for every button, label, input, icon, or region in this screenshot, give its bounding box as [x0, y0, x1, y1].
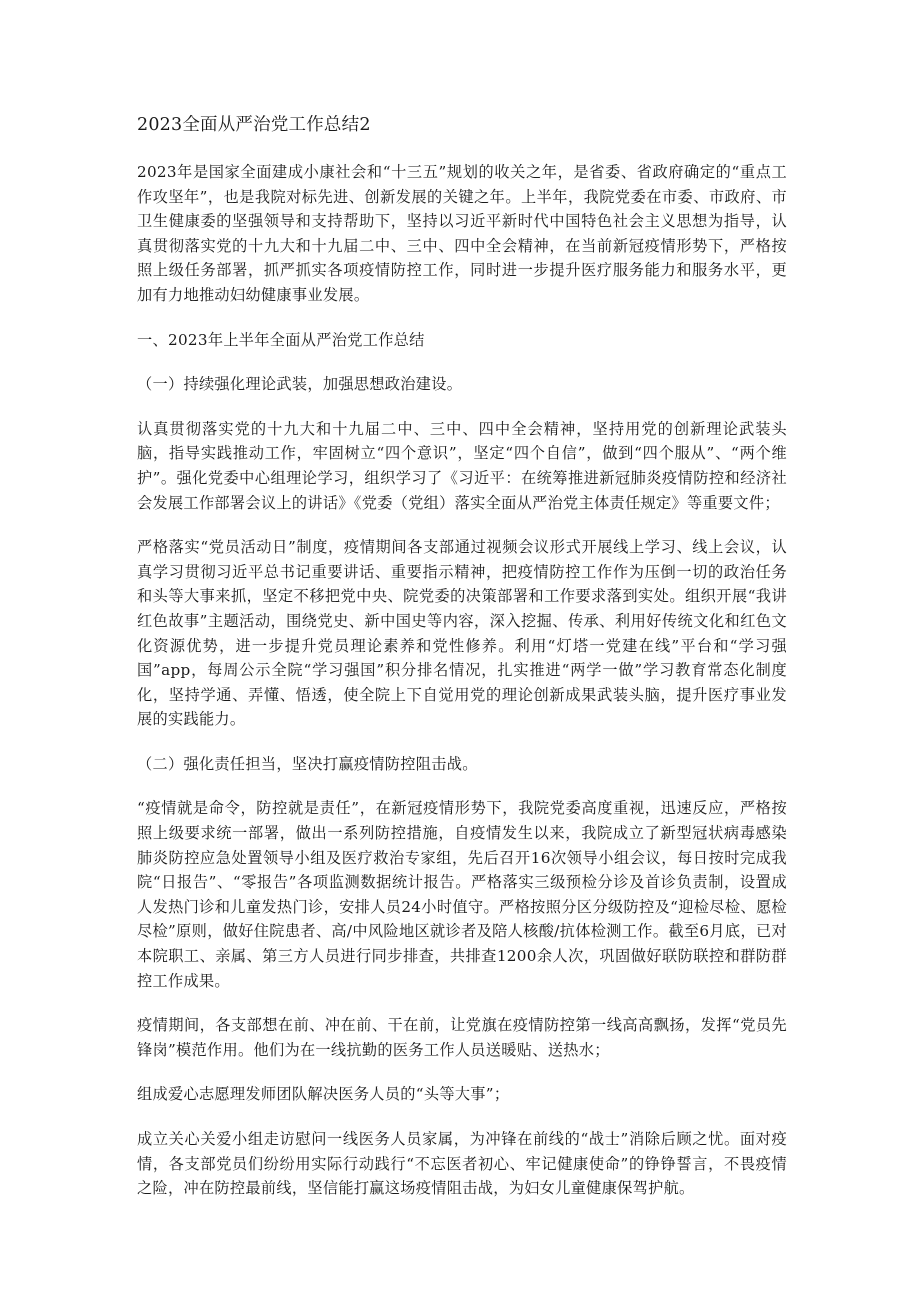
document-title: 2023全面从严治党工作总结2 — [137, 115, 371, 135]
document-page — [137, 112, 787, 1221]
subsection-2-paragraph-1: “疫情就是命令，防控就是责任”，在新冠疫情形势下，我院党委高度重视，迅速反应，严格按照上级要求统一部署，做出一系列防控措施，自疫情发生以来，我院成立了新型冠状病毒感染肺炎防控应急处置领导小组及医疗救治专家组，先后召开16次领导小组会议，每日按时完成我院“日报告”、“零报告”各项监测数据统计报告。严格落实三级预检分诊及首诊负责制，设置成人发热门诊和儿童发热门诊，安排人员24小时值守。严格按照分区分级防控及“迎检尽检、愿检尽检”原则，做好住院患者、高/中风险地区就诊者及陪人核酸/抗体检测工作。截至6月底，已对本院职工、亲属、第三方人员进行同步排查，共排查1200余人次，巩固做好联防联控和群防群控工作成果。 — [137, 799, 787, 990]
subsection-1-paragraph-2: 严格落实“党员活动日”制度，疫情期间各支部通过视频会议形式开展线上学习、线上会议，认真学习贯彻习近平总书记重要讲话、重要指示精神，把疫情防控工作作为压倒一切的政治任务和头等大事来抓，坚定不移把党中央、院党委的决策部署和工作要求落到实处。组织开展“我讲红色故事”主题活动，围绕党史、新中国史等内容，深入挖掘、传承、利用好传统文化和红色文化资源优势，进一步提升党员理论素养和党性修养。利用“灯塔一党建在线”平台和“学习强国”app，每周公示全院“学习强国”积分排名情况，扎实推进“两学一做”学习教育常态化制度化，坚持学通、弄懂、悟透，使全院上下自觉用党的理论创新成果武装头脑，提升医疗事业发展的实践能力。 — [137, 538, 787, 729]
intro-paragraph: 2023年是国家全面建成小康社会和“十三五”规划的收关之年，是省委、省政府确定的“重点工作攻坚年”，也是我院对标先进、创新发展的关键之年。上半年，我院党委在市委、市政府、市卫生健康委的坚强领导和支持帮助下，坚持以习近平新时代中国特色社会主义思想为指导，认真贯彻落实党的十九大和十九届二中、三中、四中全会精神，在当前新冠疫情形势下，严格按照上级任务部署，抓严抓实各项疫情防控工作，同时进一步提升医疗服务能力和服务水平，更加有力地推动妇幼健康事业发展。 — [137, 163, 787, 304]
subsection-1-paragraph-1: 认真贯彻落实党的十九大和十九届二中、三中、四中全会精神，坚持用党的创新理论武装头脑，指导实践推动工作，牢固树立“四个意识”，坚定“四个自信”，做到“四个服从”、“两个维护”。强化党委中心组理论学习，组织学习了《习近平：在统筹推进新冠肺炎疫情防控和经济社会发展工作部署会议上的讲话》《党委（党组）落实全面从严治党主体责任规定》等重要文件； — [137, 419, 787, 512]
subsection-2-paragraph-3: 组成爱心志愿理发师团队解决医务人员的“头等大事”； — [137, 1085, 510, 1104]
subsection-2-paragraph-4: 成立关心关爱小组走访慰问一线医务人员家属，为冲锋在前线的“战士”消除后顾之忧。面对疫情，各支部党员们纷纷用实际行动践行“不忘医者初心、牢记健康使命”的铮铮誓言，不畏疫情之险，冲在防控最前线，坚信能打赢这场疫情阻击战，为妇女儿童健康保驾护航。 — [137, 1130, 787, 1198]
subsection-2-paragraph-2: 疫情期间，各支部想在前、冲在前、干在前，让党旗在疫情防控第一线高高飘扬，发挥“党员先锋岗”模范作用。他们为在一线抗勤的医务工作人员送暖贴、送热水； — [137, 1016, 787, 1059]
section-heading-1: 一、2023年上半年全面从严治党工作总结 — [137, 330, 425, 349]
subsection-heading-2: （二）强化责任担当，坚决打赢疫情防控阻击战。 — [137, 754, 478, 773]
subsection-heading-1: （一）持续强化理论武装，加强思想政治建设。 — [137, 375, 463, 394]
